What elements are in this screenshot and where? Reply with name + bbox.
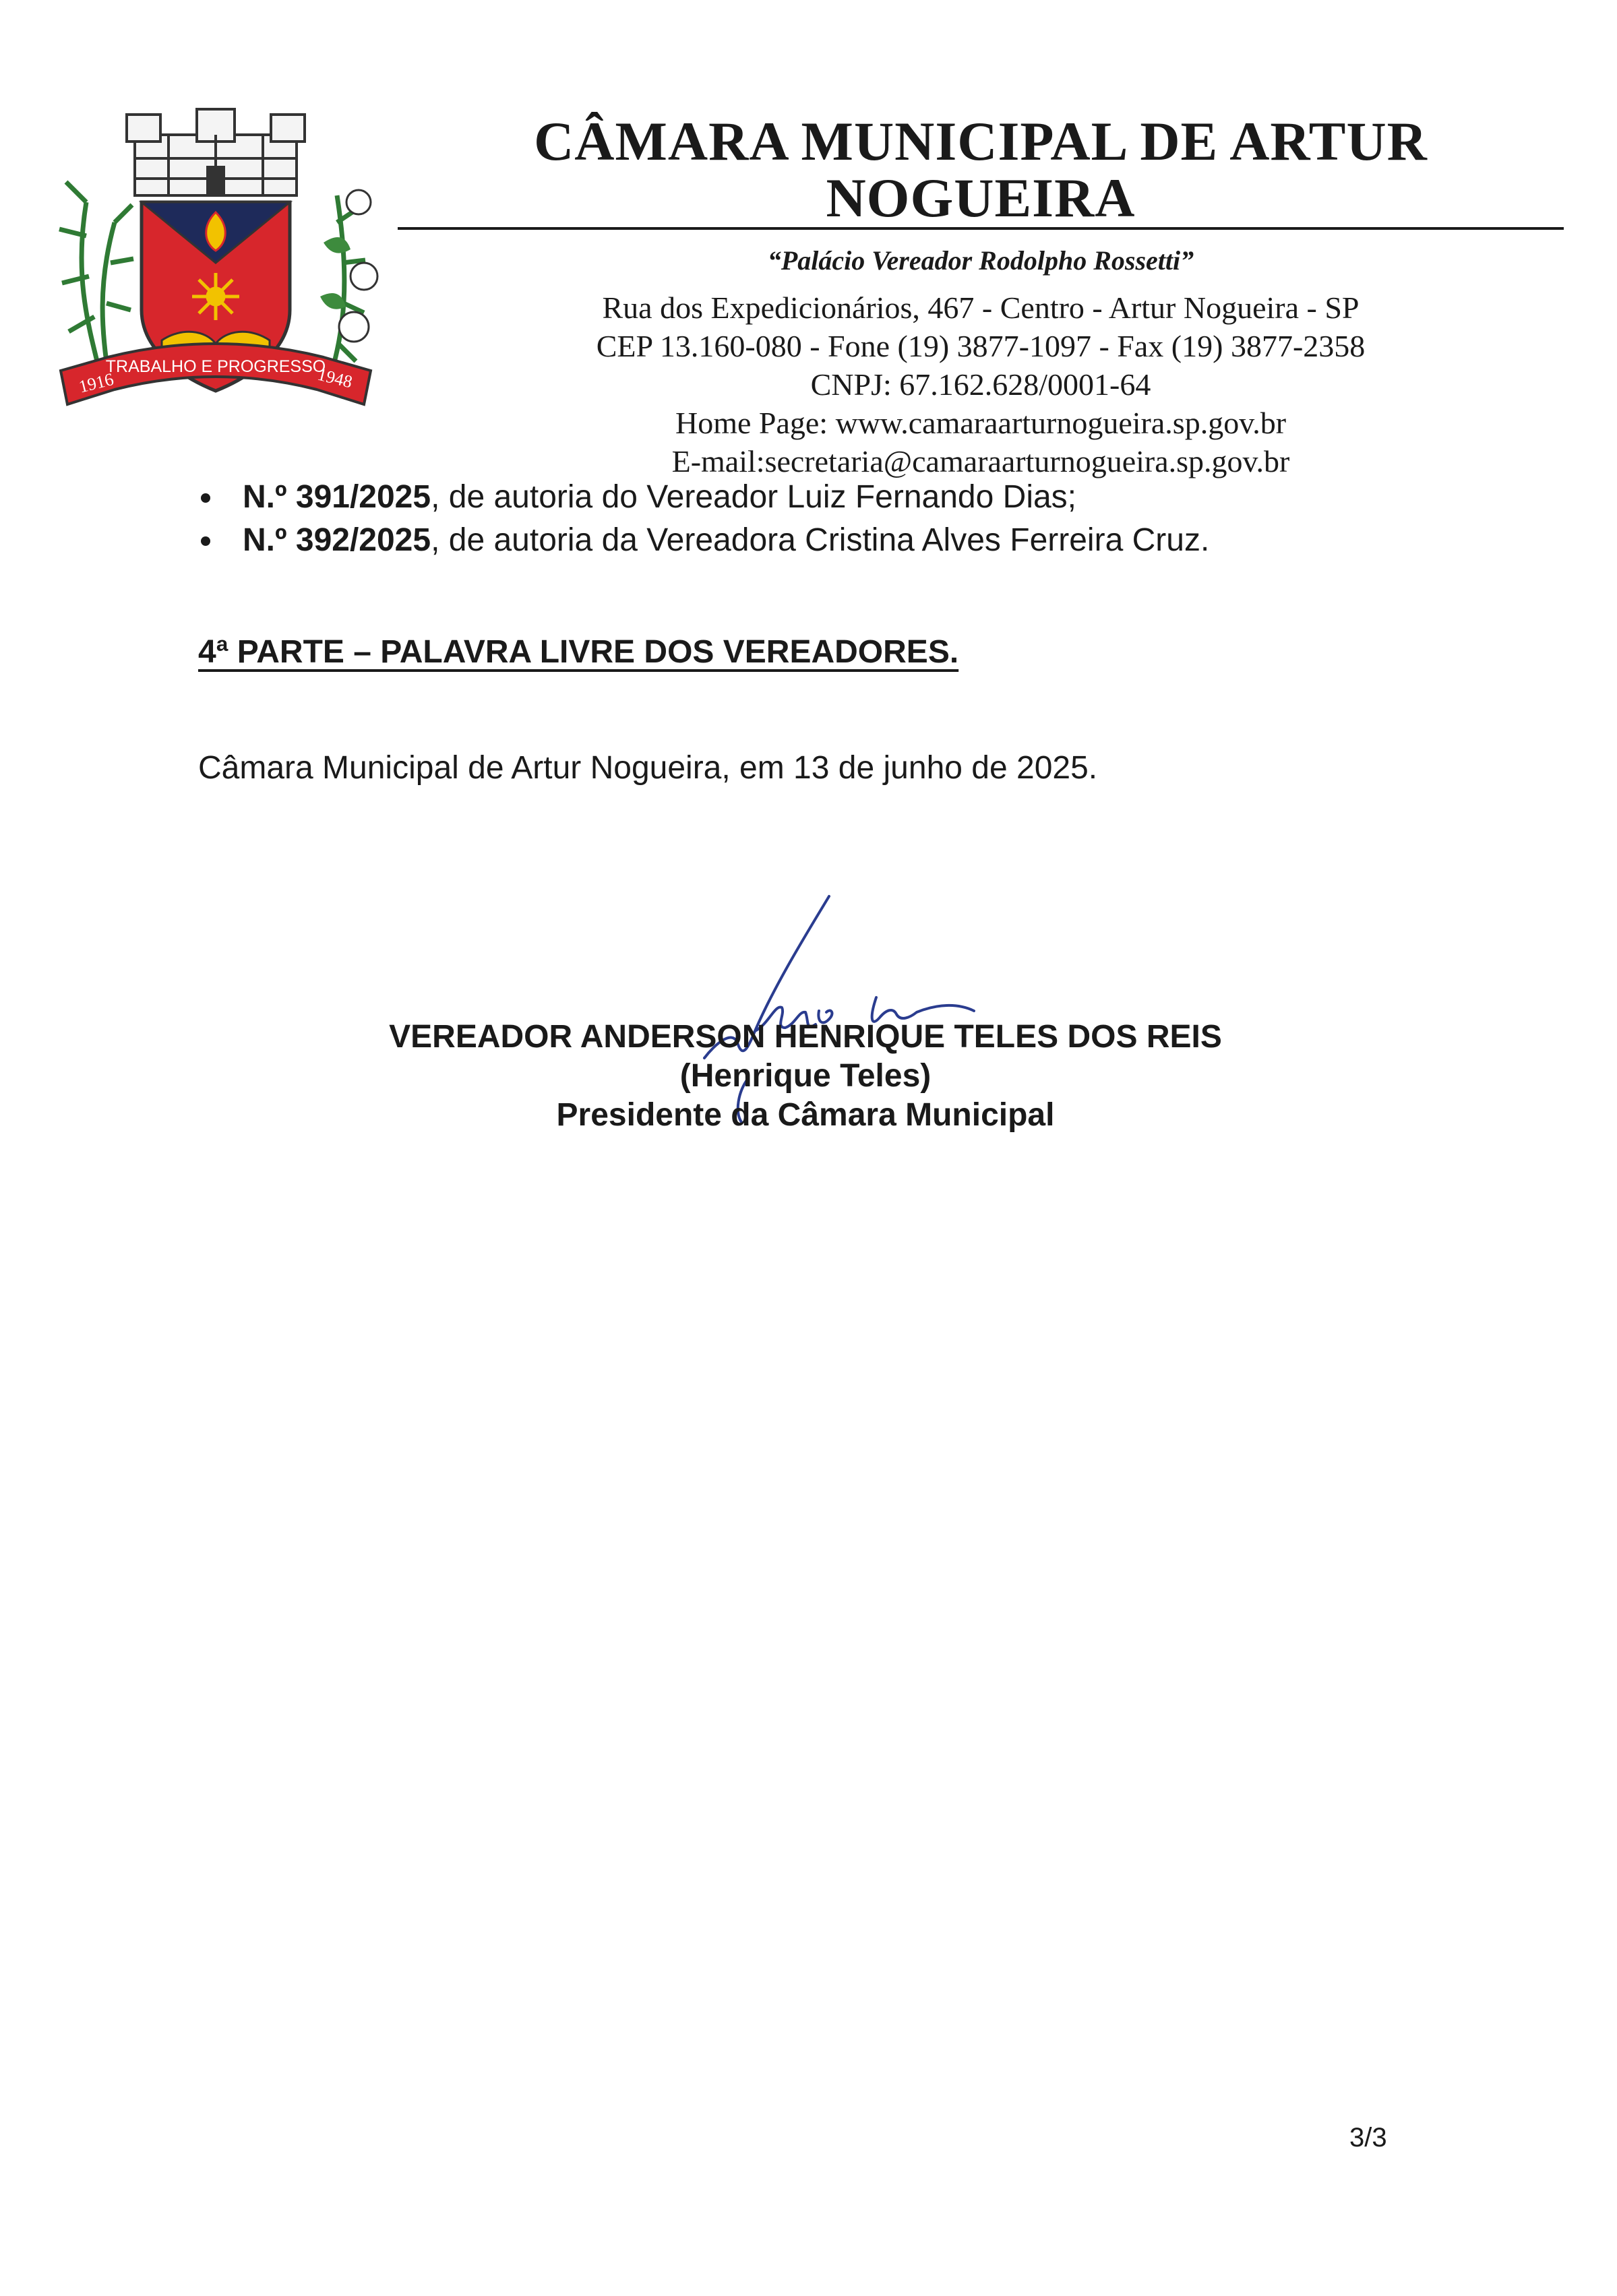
crest-motto: TRABALHO E PROGRESSO [105, 357, 326, 376]
palace-subtitle: “Palácio Vereador Rodolpho Rossetti” [767, 245, 1194, 276]
star-icon [192, 273, 239, 320]
homepage-line: Home Page: www.camaraarturnogueira.sp.gov.br [675, 406, 1287, 441]
coat-of-arms-logo [47, 108, 384, 445]
email-line: E-mail:secretaria@camaraarturnogueira.sp.gov.br [671, 444, 1290, 479]
mural-crown-icon [127, 109, 305, 195]
bullet-icon [201, 536, 210, 546]
item-number: N.º 391/2025 [243, 479, 431, 515]
crest-year-left: 1916 [77, 369, 116, 397]
address-line: Rua dos Expedicionários, 467 - Centro - Artur Nogueira - SP [602, 290, 1360, 325]
cep-phone-line: CEP 13.160-080 - Fone (19) 3877-1097 - Fax (19) 3877-2358 [596, 329, 1366, 364]
cotton-plant-icon [320, 190, 377, 377]
list-item [198, 476, 1479, 519]
page-number: 3/3 [1349, 2123, 1387, 2152]
cnpj-line: CNPJ: 67.162.628/0001-64 [810, 367, 1151, 402]
signatory-name: VEREADOR ANDERSON HENRIQUE TELES DOS REIS [389, 1019, 1222, 1055]
signatory-nickname: (Henrique Teles) [679, 1058, 932, 1094]
crest-year-right: 1948 [315, 364, 355, 392]
organization-name: CÂMARA MUNICIPAL DE ARTUR NOGUEIRA [398, 113, 1564, 230]
sugarcane-icon [59, 182, 133, 381]
letterhead [398, 113, 1564, 480]
signature-block [202, 1018, 1409, 1135]
item-number: N.º 392/2025 [243, 522, 431, 558]
date-line: Câmara Municipal de Artur Nogueira, em 13 de junho de 2025. [198, 750, 1098, 786]
item-text: , de autoria da Vereadora Cristina Alves Ferreira Cruz. [431, 522, 1210, 558]
item-text: , de autoria do Vereador Luiz Fernando Dias; [431, 479, 1077, 515]
proposal-list [198, 476, 1479, 562]
signatory-role: Presidente da Câmara Municipal [556, 1097, 1055, 1133]
list-item [198, 519, 1479, 562]
section-title: 4ª PARTE – PALAVRA LIVRE DOS VEREADORES. [198, 634, 959, 670]
bullet-icon [201, 493, 210, 503]
